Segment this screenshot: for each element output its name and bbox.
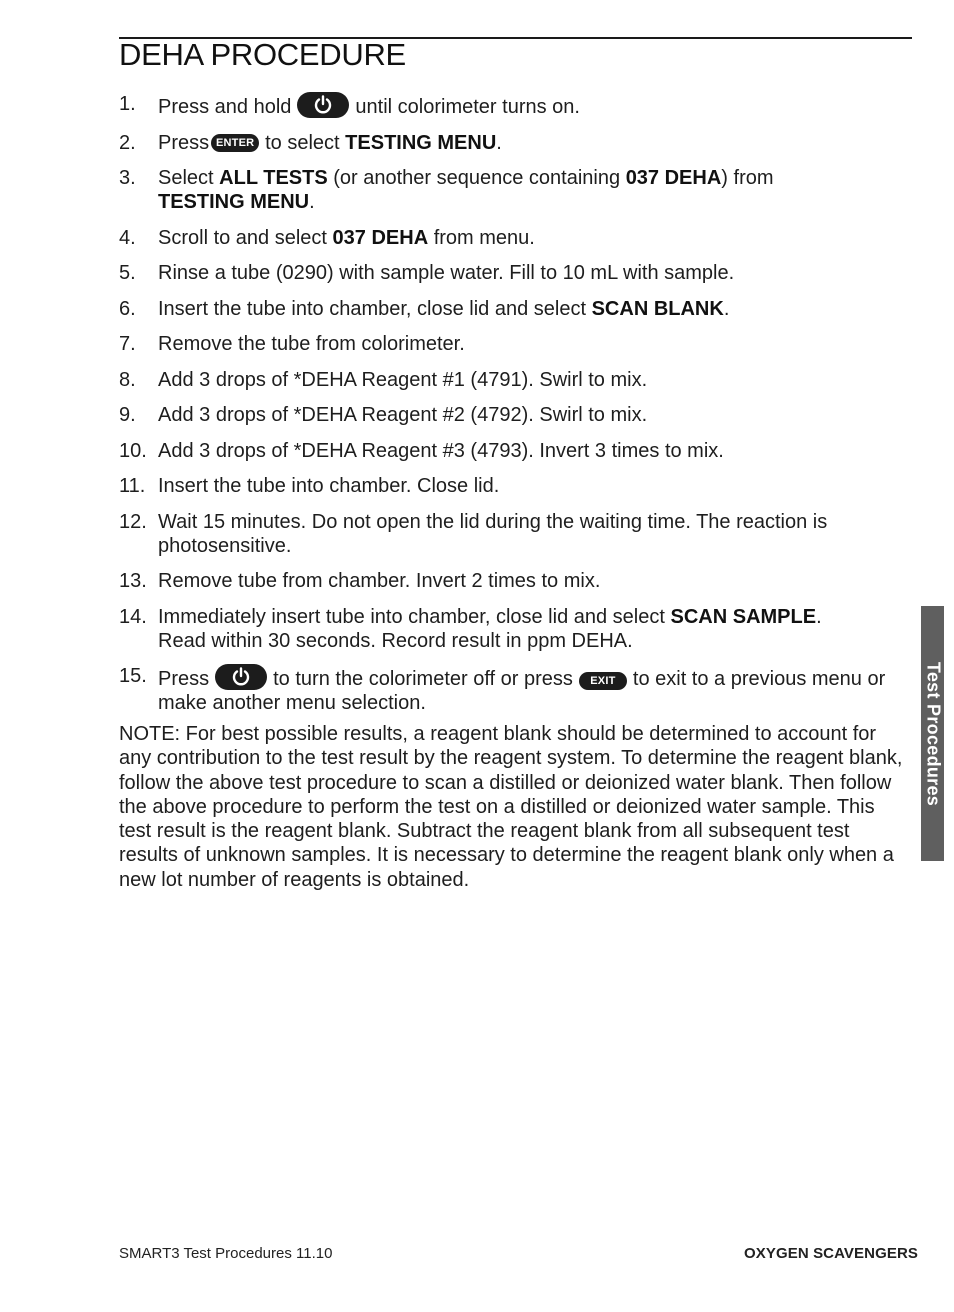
enter-button-icon: ENTER [211, 134, 259, 152]
step-3: 3. Select ALL TESTS (or another sequence containing 037 DEHA) from TESTING MENU. [119, 167, 774, 213]
footer-left: SMART3 Test Procedures 11.10 [119, 1245, 333, 1262]
power-button-icon [297, 92, 349, 118]
step-number: 5. [119, 262, 136, 284]
step-10: 10. Add 3 drops of *DEHA Reagent #3 (4793). Invert 3 times to mix. [119, 439, 724, 462]
side-tab-test-procedures [921, 606, 944, 861]
page-title: DEHA PROCEDURE [119, 37, 406, 72]
step-number: 14. [119, 605, 147, 628]
step-number: 11. [119, 475, 146, 497]
step-2: 2. Press ENTER to select TESTING MENU. [119, 131, 502, 154]
step-number: 2. [119, 131, 136, 154]
step-number: 9. [119, 404, 136, 426]
side-tab-label: Test Procedures [923, 661, 943, 806]
footer-right: OXYGEN SCAVENGERS [744, 1245, 918, 1262]
step-15: 15. Press to turn the colorimeter off or press EXIT to exit to a previous menu or make another menu selection. [119, 665, 886, 714]
step-number: 8. [119, 368, 136, 391]
step-number: 15. [119, 665, 147, 687]
step-number: 10. [119, 439, 147, 462]
step-number: 12. [119, 510, 147, 533]
step-6: 6. Insert the tube into chamber, close lid and select SCAN BLANK. [119, 297, 730, 320]
power-button-icon [215, 664, 267, 690]
step-11: 11. Insert the tube into chamber. Close lid. [119, 475, 500, 497]
step-5: 5. Rinse a tube (0290) with sample water. Fill to 10 mL with sample. [119, 262, 735, 284]
step-12: 12. Wait 15 minutes. Do not open the lid during the waiting time. The reaction is photosensitive. [119, 510, 828, 557]
step-number: 1. [119, 93, 136, 115]
exit-button-icon: EXIT [579, 672, 627, 690]
step-14: 14. Immediately insert tube into chamber, close lid and select SCAN SAMPLE. Read within 30 seconds. Record result in ppm DEHA. [119, 605, 822, 652]
note-paragraph: NOTE: For best possible results, a reagent blank should be determined to account for any contribution to the test result by the reagent system. To determine the reagent blank, follow the above test procedure to scan a distilled or deionized water blank. Then follow the above procedure to perform the test on a distilled or deionized water sample. This test result is the reagent blank. Subtract the reagent blank from all subsequent test results of unknown samples. It is necessary to determine the reagent blank only when a new lot number of reagents is obtained. [119, 723, 903, 891]
step-7: 7. Remove the tube from colorimeter. [119, 333, 465, 355]
step-number: 13. [119, 570, 147, 592]
step-4: 4. Scroll to and select 037 DEHA from menu. [119, 226, 535, 249]
procedure-steps [119, 92, 909, 727]
step-number: 7. [119, 333, 136, 355]
step-number: 3. [119, 167, 136, 189]
step-8: 8. Add 3 drops of *DEHA Reagent #1 (4791). Swirl to mix. [119, 368, 648, 391]
step-1: 1. Press and hold until colorimeter turns on. [119, 93, 580, 118]
step-9: 9. Add 3 drops of *DEHA Reagent #2 (4792). Swirl to mix. [119, 404, 648, 426]
step-13: 13. Remove tube from chamber. Invert 2 times to mix. [119, 570, 601, 592]
step-number: 4. [119, 226, 136, 249]
step-number: 6. [119, 297, 136, 320]
